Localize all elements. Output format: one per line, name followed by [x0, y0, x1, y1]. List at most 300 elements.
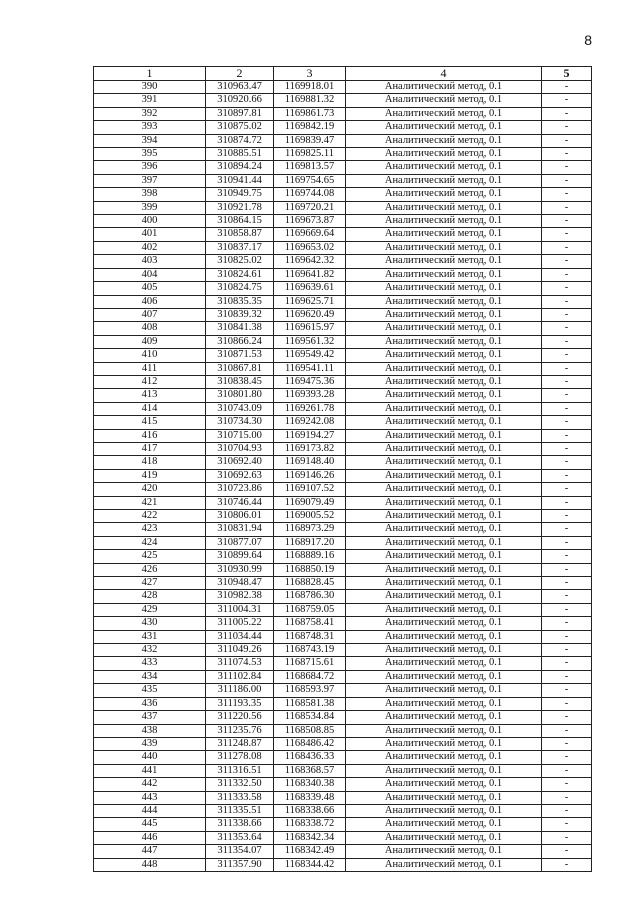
y-coordinate-cell: 1168715.61: [274, 657, 346, 670]
point-number-cell: 426: [94, 563, 206, 576]
x-coordinate-cell: 311005.22: [206, 617, 274, 630]
point-number-cell: 403: [94, 255, 206, 268]
point-number-cell: 407: [94, 308, 206, 321]
table-row: [94, 456, 592, 469]
table-row: [94, 711, 592, 724]
method-cell: Аналитический метод, 0.1: [346, 389, 542, 402]
note-cell: -: [542, 402, 592, 415]
y-coordinate-cell: 1168828.45: [274, 577, 346, 590]
x-coordinate-cell: 311316.51: [206, 764, 274, 777]
x-coordinate-cell: 311338.66: [206, 818, 274, 831]
note-cell: -: [542, 469, 592, 482]
note-cell: -: [542, 550, 592, 563]
x-coordinate-cell: 310824.75: [206, 282, 274, 295]
note-cell: -: [542, 335, 592, 348]
point-number-cell: 410: [94, 349, 206, 362]
y-coordinate-cell: 1169641.82: [274, 268, 346, 281]
y-coordinate-cell: 1169842.19: [274, 121, 346, 134]
point-number-cell: 402: [94, 241, 206, 254]
note-cell: -: [542, 590, 592, 603]
method-cell: Аналитический метод, 0.1: [346, 174, 542, 187]
method-cell: Аналитический метод, 0.1: [346, 148, 542, 161]
y-coordinate-cell: 1169615.97: [274, 322, 346, 335]
x-coordinate-cell: 310930.99: [206, 563, 274, 576]
point-number-cell: 430: [94, 617, 206, 630]
column-header-2: 2: [206, 67, 274, 81]
x-coordinate-cell: 311034.44: [206, 630, 274, 643]
table-row: [94, 282, 592, 295]
y-coordinate-cell: 1168743.19: [274, 644, 346, 657]
note-cell: -: [542, 644, 592, 657]
method-cell: Аналитический метод, 0.1: [346, 228, 542, 241]
point-number-cell: 413: [94, 389, 206, 402]
y-coordinate-cell: 1169393.28: [274, 389, 346, 402]
point-number-cell: 392: [94, 107, 206, 120]
point-number-cell: 408: [94, 322, 206, 335]
note-cell: -: [542, 724, 592, 737]
x-coordinate-cell: 310885.51: [206, 148, 274, 161]
method-cell: Аналитический метод, 0.1: [346, 349, 542, 362]
y-coordinate-cell: 1169620.49: [274, 308, 346, 321]
method-cell: Аналитический метод, 0.1: [346, 496, 542, 509]
table-row: [94, 81, 592, 94]
y-coordinate-cell: 1169194.27: [274, 429, 346, 442]
note-cell: -: [542, 563, 592, 576]
table-row: [94, 121, 592, 134]
x-coordinate-cell: 311335.51: [206, 804, 274, 817]
method-cell: Аналитический метод, 0.1: [346, 161, 542, 174]
table-row: [94, 335, 592, 348]
table-row: [94, 402, 592, 415]
table-row: [94, 362, 592, 375]
method-cell: Аналитический метод, 0.1: [346, 791, 542, 804]
method-cell: Аналитический метод, 0.1: [346, 737, 542, 750]
table-row: [94, 188, 592, 201]
y-coordinate-cell: 1169825.11: [274, 148, 346, 161]
table-row: [94, 657, 592, 670]
point-number-cell: 441: [94, 764, 206, 777]
point-number-cell: 415: [94, 416, 206, 429]
x-coordinate-cell: 310837.17: [206, 241, 274, 254]
note-cell: -: [542, 201, 592, 214]
method-cell: Аналитический метод, 0.1: [346, 590, 542, 603]
note-cell: -: [542, 737, 592, 750]
point-number-cell: 406: [94, 295, 206, 308]
x-coordinate-cell: 310963.47: [206, 81, 274, 94]
method-cell: Аналитический метод, 0.1: [346, 577, 542, 590]
x-coordinate-cell: 310743.09: [206, 402, 274, 415]
x-coordinate-cell: 311354.07: [206, 845, 274, 858]
y-coordinate-cell: 1168973.29: [274, 523, 346, 536]
method-cell: Аналитический метод, 0.1: [346, 241, 542, 254]
y-coordinate-cell: 1168917.20: [274, 536, 346, 549]
point-number-cell: 390: [94, 81, 206, 94]
method-cell: Аналитический метод, 0.1: [346, 215, 542, 228]
x-coordinate-cell: 311220.56: [206, 711, 274, 724]
x-coordinate-cell: 310874.72: [206, 134, 274, 147]
table-row: [94, 215, 592, 228]
y-coordinate-cell: 1169639.61: [274, 282, 346, 295]
point-number-cell: 444: [94, 804, 206, 817]
point-number-cell: 420: [94, 483, 206, 496]
note-cell: -: [542, 496, 592, 509]
x-coordinate-cell: 311186.00: [206, 684, 274, 697]
note-cell: -: [542, 845, 592, 858]
method-cell: Аналитический метод, 0.1: [346, 134, 542, 147]
point-number-cell: 405: [94, 282, 206, 295]
table-row: [94, 563, 592, 576]
point-number-cell: 440: [94, 751, 206, 764]
method-cell: Аналитический метод, 0.1: [346, 751, 542, 764]
point-number-cell: 439: [94, 737, 206, 750]
table-row: [94, 442, 592, 455]
point-number-cell: 442: [94, 778, 206, 791]
x-coordinate-cell: 310704.93: [206, 442, 274, 455]
method-cell: Аналитический метод, 0.1: [346, 429, 542, 442]
coordinates-table: [93, 66, 592, 872]
method-cell: Аналитический метод, 0.1: [346, 81, 542, 94]
point-number-cell: 391: [94, 94, 206, 107]
table-row: [94, 603, 592, 616]
method-cell: Аналитический метод, 0.1: [346, 603, 542, 616]
x-coordinate-cell: 310899.64: [206, 550, 274, 563]
note-cell: -: [542, 322, 592, 335]
x-coordinate-cell: 310806.01: [206, 510, 274, 523]
table-row: [94, 590, 592, 603]
y-coordinate-cell: 1169839.47: [274, 134, 346, 147]
point-number-cell: 401: [94, 228, 206, 241]
table-row: [94, 804, 592, 817]
point-number-cell: 425: [94, 550, 206, 563]
note-cell: -: [542, 308, 592, 321]
table-row: [94, 536, 592, 549]
y-coordinate-cell: 1169625.71: [274, 295, 346, 308]
x-coordinate-cell: 310838.45: [206, 375, 274, 388]
table-row: [94, 858, 592, 871]
method-cell: Аналитический метод, 0.1: [346, 818, 542, 831]
x-coordinate-cell: 310875.02: [206, 121, 274, 134]
table-row: [94, 684, 592, 697]
point-number-cell: 409: [94, 335, 206, 348]
y-coordinate-cell: 1168758.41: [274, 617, 346, 630]
table-row: [94, 255, 592, 268]
table-row: [94, 308, 592, 321]
page-number: 8: [584, 32, 592, 48]
x-coordinate-cell: 310824.61: [206, 268, 274, 281]
y-coordinate-cell: 1169881.32: [274, 94, 346, 107]
x-coordinate-cell: 311235.76: [206, 724, 274, 737]
table-row: [94, 778, 592, 791]
x-coordinate-cell: 311332.50: [206, 778, 274, 791]
y-coordinate-cell: 1169744.08: [274, 188, 346, 201]
method-cell: Аналитический метод, 0.1: [346, 858, 542, 871]
table-row: [94, 469, 592, 482]
table-row: [94, 241, 592, 254]
method-cell: Аналитический метод, 0.1: [346, 469, 542, 482]
y-coordinate-cell: 1168508.85: [274, 724, 346, 737]
y-coordinate-cell: 1169754.65: [274, 174, 346, 187]
point-number-cell: 395: [94, 148, 206, 161]
note-cell: -: [542, 241, 592, 254]
note-cell: -: [542, 684, 592, 697]
column-header-3: 3: [274, 67, 346, 81]
method-cell: Аналитический метод, 0.1: [346, 644, 542, 657]
method-cell: Аналитический метод, 0.1: [346, 670, 542, 683]
point-number-cell: 424: [94, 536, 206, 549]
note-cell: -: [542, 81, 592, 94]
x-coordinate-cell: 311102.84: [206, 670, 274, 683]
x-coordinate-cell: 311004.31: [206, 603, 274, 616]
x-coordinate-cell: 311193.35: [206, 697, 274, 710]
x-coordinate-cell: 310692.63: [206, 469, 274, 482]
table-row: [94, 630, 592, 643]
table-row: [94, 523, 592, 536]
point-number-cell: 433: [94, 657, 206, 670]
point-number-cell: 414: [94, 402, 206, 415]
point-number-cell: 411: [94, 362, 206, 375]
y-coordinate-cell: 1169005.52: [274, 510, 346, 523]
method-cell: Аналитический метод, 0.1: [346, 456, 542, 469]
table-row: [94, 375, 592, 388]
note-cell: -: [542, 657, 592, 670]
x-coordinate-cell: 310866.24: [206, 335, 274, 348]
y-coordinate-cell: 1169148.40: [274, 456, 346, 469]
method-cell: Аналитический метод, 0.1: [346, 442, 542, 455]
table-row: [94, 724, 592, 737]
table-row: [94, 577, 592, 590]
note-cell: -: [542, 94, 592, 107]
point-number-cell: 428: [94, 590, 206, 603]
note-cell: -: [542, 751, 592, 764]
y-coordinate-cell: 1168534.84: [274, 711, 346, 724]
x-coordinate-cell: 310894.24: [206, 161, 274, 174]
method-cell: Аналитический метод, 0.1: [346, 268, 542, 281]
note-cell: -: [542, 697, 592, 710]
point-number-cell: 435: [94, 684, 206, 697]
y-coordinate-cell: 1169107.52: [274, 483, 346, 496]
y-coordinate-cell: 1168748.31: [274, 630, 346, 643]
method-cell: Аналитический метод, 0.1: [346, 617, 542, 630]
point-number-cell: 443: [94, 791, 206, 804]
table-row: [94, 670, 592, 683]
point-number-cell: 416: [94, 429, 206, 442]
note-cell: -: [542, 362, 592, 375]
method-cell: Аналитический метод, 0.1: [346, 550, 542, 563]
table-row: [94, 697, 592, 710]
table-row: [94, 161, 592, 174]
y-coordinate-cell: 1168759.05: [274, 603, 346, 616]
method-cell: Аналитический метод, 0.1: [346, 804, 542, 817]
x-coordinate-cell: 310746.44: [206, 496, 274, 509]
table-row: [94, 831, 592, 844]
note-cell: -: [542, 617, 592, 630]
y-coordinate-cell: 1169475.36: [274, 375, 346, 388]
note-cell: -: [542, 442, 592, 455]
point-number-cell: 422: [94, 510, 206, 523]
y-coordinate-cell: 1168786.30: [274, 590, 346, 603]
y-coordinate-cell: 1169541.11: [274, 362, 346, 375]
table-row: [94, 429, 592, 442]
method-cell: Аналитический метод, 0.1: [346, 94, 542, 107]
point-number-cell: 412: [94, 375, 206, 388]
x-coordinate-cell: 310982.38: [206, 590, 274, 603]
x-coordinate-cell: 311248.87: [206, 737, 274, 750]
point-number-cell: 396: [94, 161, 206, 174]
method-cell: Аналитический метод, 0.1: [346, 697, 542, 710]
x-coordinate-cell: 310692.40: [206, 456, 274, 469]
table-row: [94, 483, 592, 496]
point-number-cell: 429: [94, 603, 206, 616]
method-cell: Аналитический метод, 0.1: [346, 282, 542, 295]
table-row: [94, 174, 592, 187]
method-cell: Аналитический метод, 0.1: [346, 657, 542, 670]
y-coordinate-cell: 1169146.26: [274, 469, 346, 482]
x-coordinate-cell: 310871.53: [206, 349, 274, 362]
x-coordinate-cell: 310867.81: [206, 362, 274, 375]
y-coordinate-cell: 1168850.19: [274, 563, 346, 576]
x-coordinate-cell: 311333.58: [206, 791, 274, 804]
y-coordinate-cell: 1168368.57: [274, 764, 346, 777]
y-coordinate-cell: 1169261.78: [274, 402, 346, 415]
note-cell: -: [542, 510, 592, 523]
column-header-5: 5: [542, 67, 592, 81]
method-cell: Аналитический метод, 0.1: [346, 201, 542, 214]
y-coordinate-cell: 1168486.42: [274, 737, 346, 750]
y-coordinate-cell: 1168344.42: [274, 858, 346, 871]
note-cell: -: [542, 282, 592, 295]
note-cell: -: [542, 577, 592, 590]
x-coordinate-cell: 311353.64: [206, 831, 274, 844]
table-row: [94, 148, 592, 161]
table-row: [94, 228, 592, 241]
note-cell: -: [542, 536, 592, 549]
y-coordinate-cell: 1169561.32: [274, 335, 346, 348]
x-coordinate-cell: 310734.30: [206, 416, 274, 429]
y-coordinate-cell: 1168581.38: [274, 697, 346, 710]
y-coordinate-cell: 1169861.73: [274, 107, 346, 120]
point-number-cell: 431: [94, 630, 206, 643]
table-row: [94, 94, 592, 107]
point-number-cell: 404: [94, 268, 206, 281]
table-body: [94, 81, 592, 872]
table-header-row: [94, 67, 592, 81]
x-coordinate-cell: 310864.15: [206, 215, 274, 228]
x-coordinate-cell: 311049.26: [206, 644, 274, 657]
table-row: [94, 617, 592, 630]
y-coordinate-cell: 1169720.21: [274, 201, 346, 214]
method-cell: Аналитический метод, 0.1: [346, 630, 542, 643]
point-number-cell: 423: [94, 523, 206, 536]
y-coordinate-cell: 1168339.48: [274, 791, 346, 804]
y-coordinate-cell: 1168593.97: [274, 684, 346, 697]
note-cell: -: [542, 121, 592, 134]
method-cell: Аналитический метод, 0.1: [346, 510, 542, 523]
y-coordinate-cell: 1169673.87: [274, 215, 346, 228]
point-number-cell: 397: [94, 174, 206, 187]
method-cell: Аналитический метод, 0.1: [346, 308, 542, 321]
method-cell: Аналитический метод, 0.1: [346, 563, 542, 576]
x-coordinate-cell: 310831.94: [206, 523, 274, 536]
point-number-cell: 432: [94, 644, 206, 657]
note-cell: -: [542, 268, 592, 281]
y-coordinate-cell: 1169918.01: [274, 81, 346, 94]
method-cell: Аналитический метод, 0.1: [346, 536, 542, 549]
method-cell: Аналитический метод, 0.1: [346, 295, 542, 308]
column-header-1: 1: [94, 67, 206, 81]
y-coordinate-cell: 1169642.32: [274, 255, 346, 268]
table-row: [94, 201, 592, 214]
point-number-cell: 436: [94, 697, 206, 710]
note-cell: -: [542, 148, 592, 161]
table-row: [94, 496, 592, 509]
table-row: [94, 751, 592, 764]
table-row: [94, 818, 592, 831]
note-cell: -: [542, 791, 592, 804]
point-number-cell: 400: [94, 215, 206, 228]
note-cell: -: [542, 389, 592, 402]
method-cell: Аналитический метод, 0.1: [346, 107, 542, 120]
y-coordinate-cell: 1169173.82: [274, 442, 346, 455]
table-row: [94, 349, 592, 362]
method-cell: Аналитический метод, 0.1: [346, 684, 542, 697]
y-coordinate-cell: 1168436.33: [274, 751, 346, 764]
table-row: [94, 134, 592, 147]
method-cell: Аналитический метод, 0.1: [346, 764, 542, 777]
method-cell: Аналитический метод, 0.1: [346, 375, 542, 388]
x-coordinate-cell: 310877.07: [206, 536, 274, 549]
note-cell: -: [542, 375, 592, 388]
point-number-cell: 419: [94, 469, 206, 482]
point-number-cell: 417: [94, 442, 206, 455]
note-cell: -: [542, 134, 592, 147]
method-cell: Аналитический метод, 0.1: [346, 724, 542, 737]
point-number-cell: 445: [94, 818, 206, 831]
note-cell: -: [542, 858, 592, 871]
method-cell: Аналитический метод, 0.1: [346, 416, 542, 429]
note-cell: -: [542, 603, 592, 616]
x-coordinate-cell: 310723.86: [206, 483, 274, 496]
table-row: [94, 268, 592, 281]
note-cell: -: [542, 429, 592, 442]
x-coordinate-cell: 310949.75: [206, 188, 274, 201]
table-row: [94, 510, 592, 523]
y-coordinate-cell: 1168342.34: [274, 831, 346, 844]
point-number-cell: 438: [94, 724, 206, 737]
x-coordinate-cell: 310835.35: [206, 295, 274, 308]
x-coordinate-cell: 310858.87: [206, 228, 274, 241]
x-coordinate-cell: 310841.38: [206, 322, 274, 335]
method-cell: Аналитический метод, 0.1: [346, 831, 542, 844]
y-coordinate-cell: 1169549.42: [274, 349, 346, 362]
x-coordinate-cell: 310825.02: [206, 255, 274, 268]
note-cell: -: [542, 523, 592, 536]
note-cell: -: [542, 778, 592, 791]
x-coordinate-cell: 310941.44: [206, 174, 274, 187]
y-coordinate-cell: 1168889.16: [274, 550, 346, 563]
x-coordinate-cell: 310921.78: [206, 201, 274, 214]
x-coordinate-cell: 310801.80: [206, 389, 274, 402]
point-number-cell: 398: [94, 188, 206, 201]
table-row: [94, 737, 592, 750]
y-coordinate-cell: 1169669.64: [274, 228, 346, 241]
note-cell: -: [542, 670, 592, 683]
y-coordinate-cell: 1169653.02: [274, 241, 346, 254]
point-number-cell: 421: [94, 496, 206, 509]
point-number-cell: 448: [94, 858, 206, 871]
note-cell: -: [542, 711, 592, 724]
point-number-cell: 418: [94, 456, 206, 469]
note-cell: -: [542, 228, 592, 241]
